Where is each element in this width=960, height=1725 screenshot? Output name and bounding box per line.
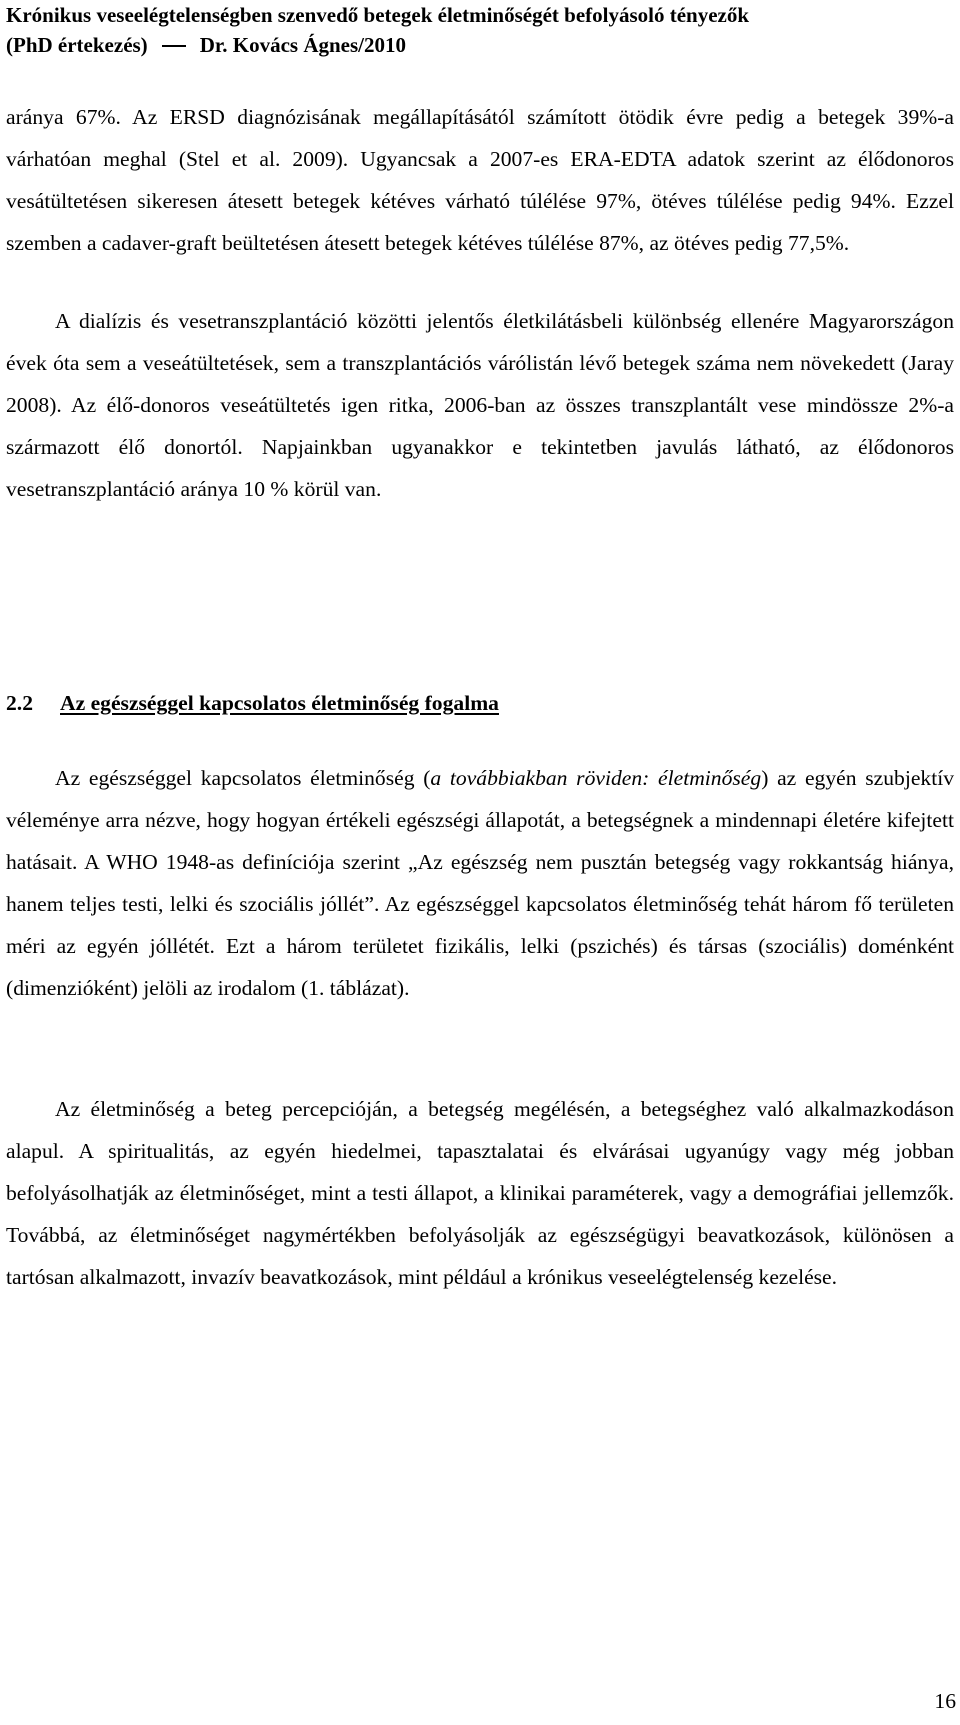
header-subtitle — [6, 30, 950, 60]
paragraph-survival-stats: aránya 67%. Az ERSD diagnózisának megállapításától számított ötödik évre pedig a betegek 39%-a várhatóan meghal (Stel et al. 2009). Ugyancsak a 2007-es ERA-EDTA adatok szerint az élődonoros vesátültetésen sikeresen átesett betegek kétéves várható túlélése 97%, ötéves túlélése pedig 94%. Ezzel szemben a cadaver-graft beültetésen átesett betegek kétéves túlélése 87%, az ötéves pedig 77,5%. — [6, 105, 954, 255]
header-thesis-label: (PhD értekezés) — [6, 33, 148, 57]
running-header — [6, 0, 950, 60]
paragraph-qol-text-a: Az egészséggel kapcsolatos életminőség ( — [55, 766, 431, 790]
paragraph-qol-definition — [6, 757, 954, 1009]
header-title: Krónikus veseelégtelenségben szenvedő betegek életminőségét befolyásoló tényezők — [6, 3, 750, 27]
paragraph-transplant-hungary: A dialízis és vesetranszplantáció közötti jelentős életkilátásbeli különbség ellenére Magyarországon évek óta sem a veseátültetések, sem a transzplantációs várólistán lévő betegek száma nem növekedett (Jaray 2008). Az élő-donoros veseátültetés igen ritka, 2006-ban az összes transzplantált vese mindössze 2%-a származott élő donortól. Napjainkban ugyanakkor e tekintetben javulás látható, az élődonoros vesetranszplantáció aránya 10 % körül van. — [6, 309, 954, 501]
header-dash — [162, 45, 186, 47]
page-number: 16 — [934, 1689, 956, 1713]
header-author: Dr. Kovács Ágnes/2010 — [199, 33, 406, 57]
section-number: 2.2 — [6, 691, 33, 715]
section-title: Az egészséggel kapcsolatos életminőség fogalma — [60, 691, 499, 715]
paragraph-qol-text-b: ) az egyén szubjektív véleménye arra nézve, hogy hogyan értékeli egészségi állapotát, a betegségnek a mindennapi életére kifejtett hatásait. A WHO 1948-as definíciója szerint „Az egészség nem pusztán betegség vagy rokkantság hiánya, hanem teljes testi, lelki és szociális jóllét”. Az egészséggel kapcsolatos életminőség tehát három fő területen méri az egyén jóllétét. Ezt a három területet fizikális, lelki (pszichés) és társas (szociális) doménként (dimenzióként) jelöli az irodalom (1. táblázat). — [6, 766, 954, 1000]
paragraph-qol-perception: Az életminőség a beteg percepcióján, a betegség megélésén, a betegséghez való alkalmazkodáson alapul. A spiritualitás, az egyén hiedelmei, tapasztalatai és elvárásai ugyanúgy vagy még jobban befolyásolhatják az életminőséget, mint a testi állapot, a klinikai paraméterek, vagy a demográfiai jellemzők. Továbbá, az életminőséget nagymértékben befolyásolják az egészségügyi beavatkozások, különösen a tartósan alkalmazott, invazív beavatkozások, mint például a krónikus veseelégtelenség kezelése. — [6, 1097, 954, 1289]
paragraph-qol-italic: a továbbiakban röviden: életminőség — [430, 766, 762, 790]
section-heading — [6, 688, 499, 718]
